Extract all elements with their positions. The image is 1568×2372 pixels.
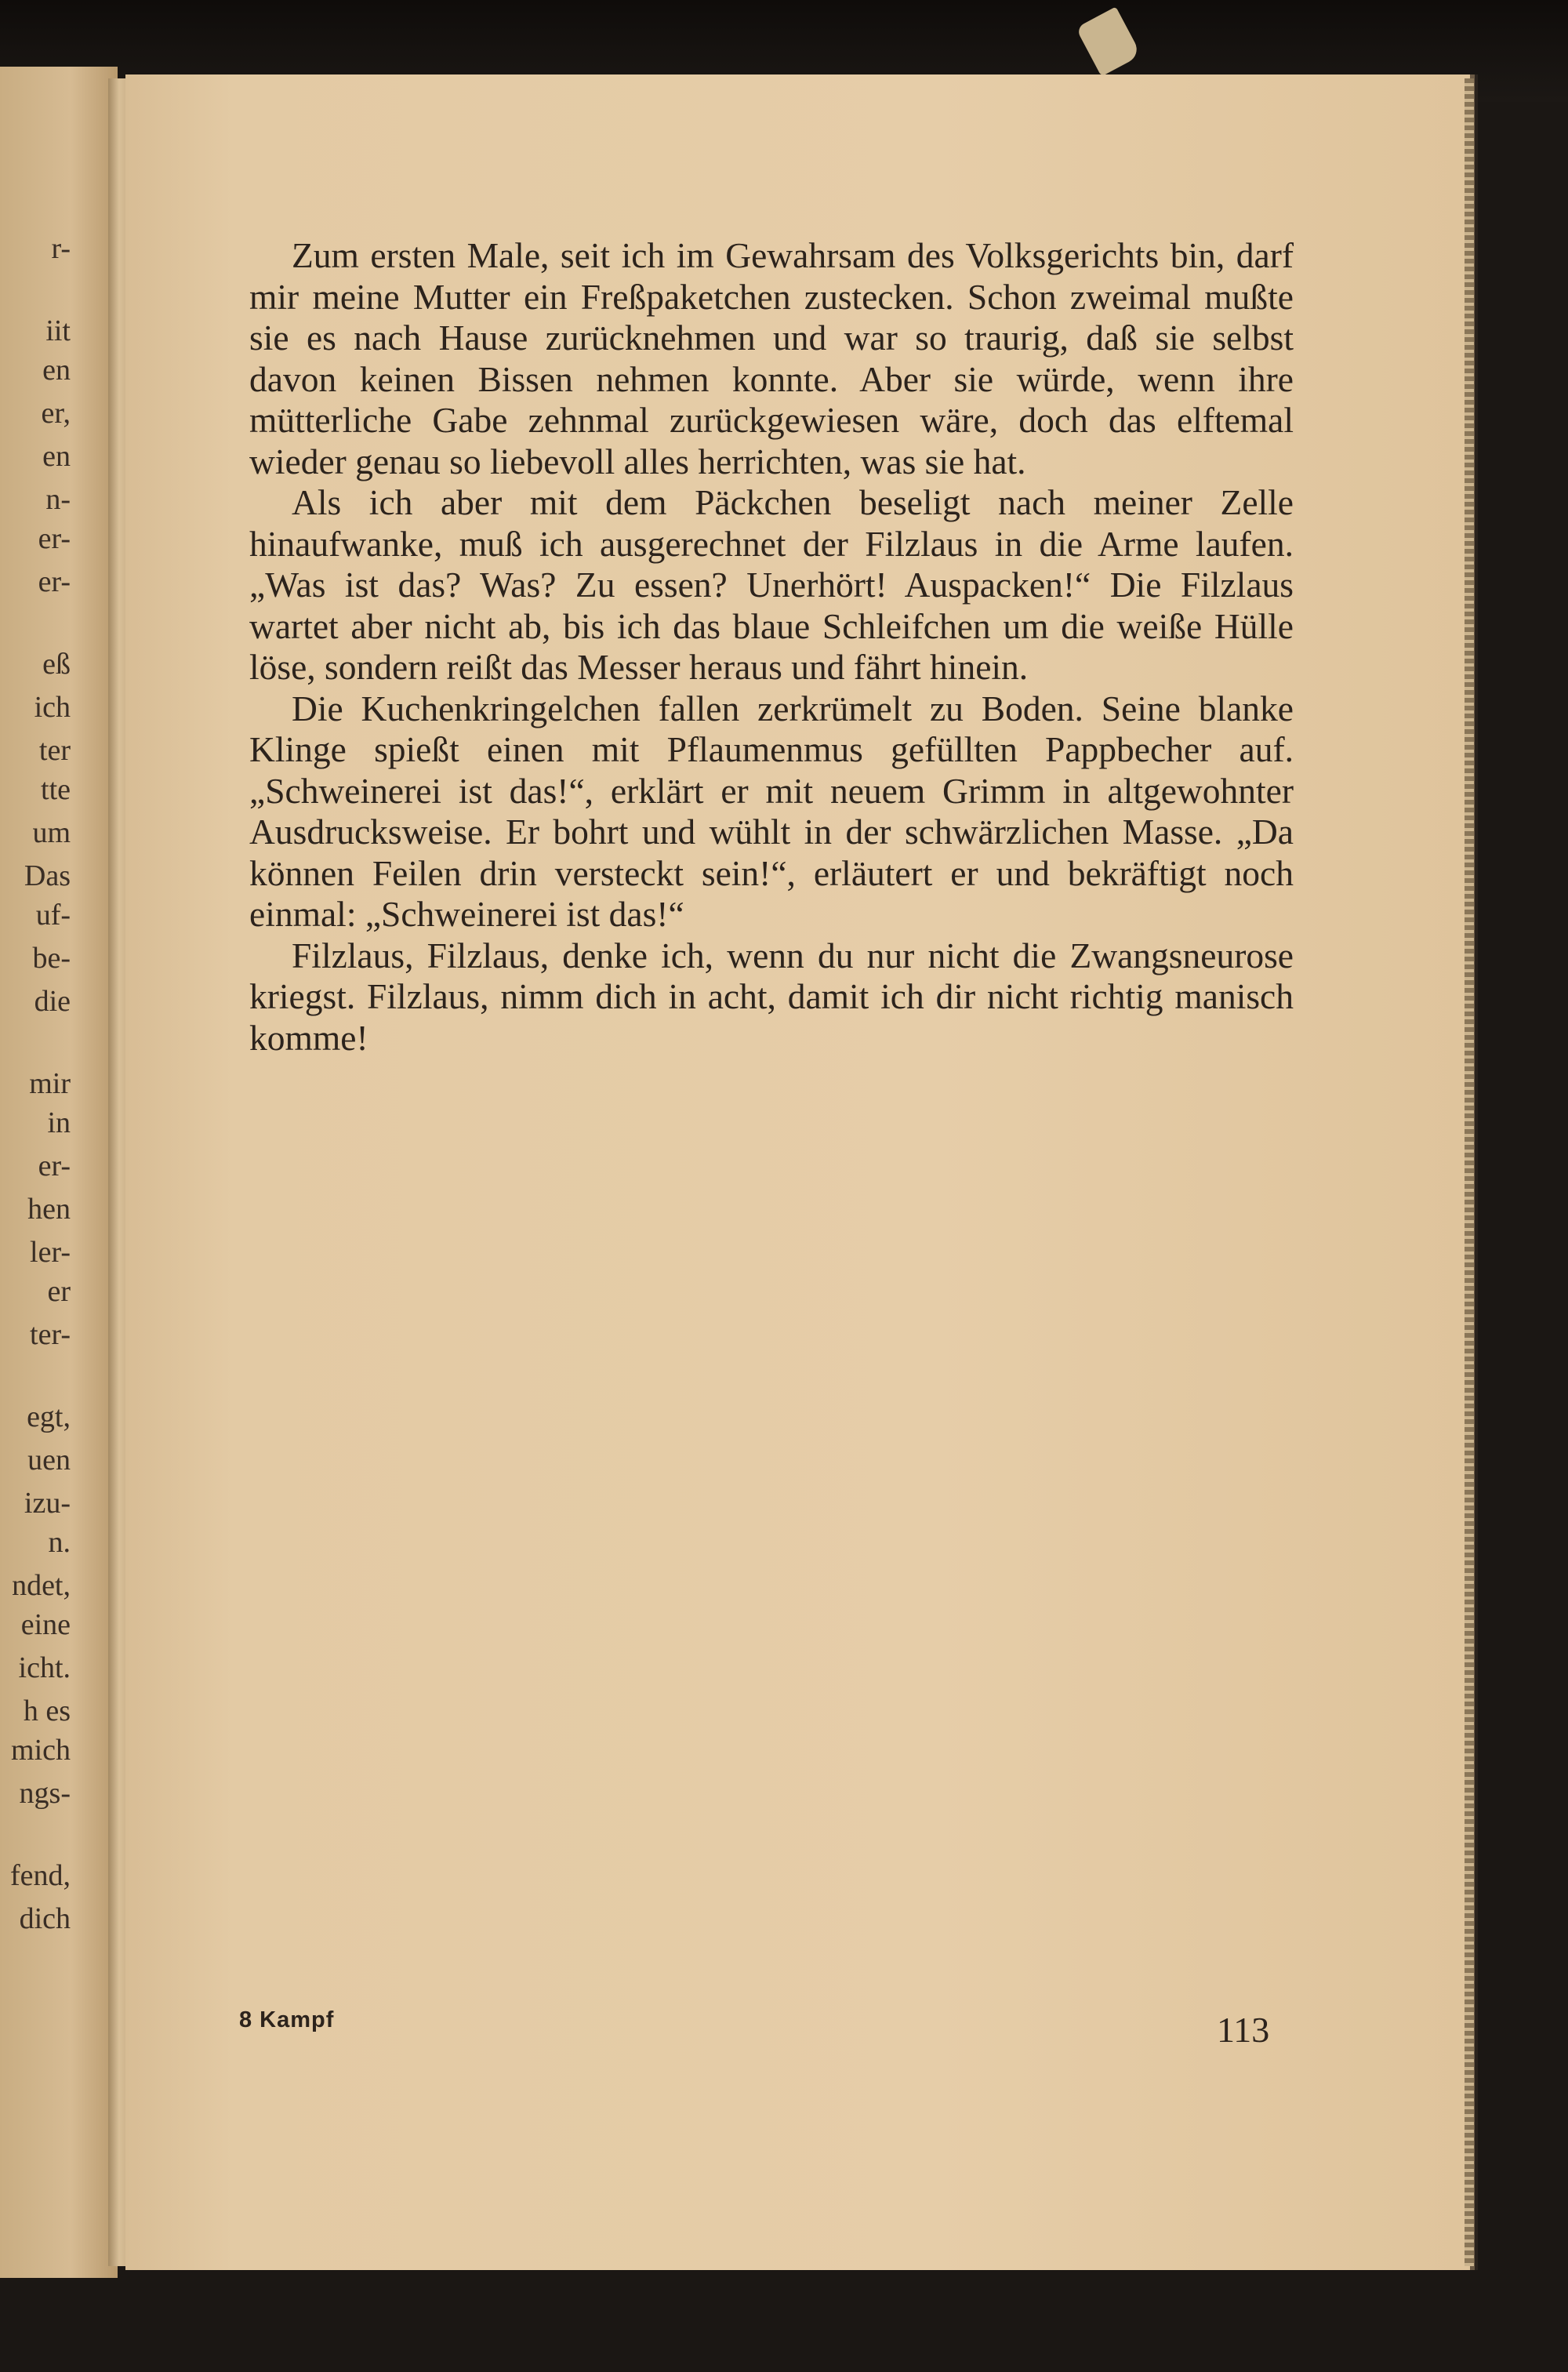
left-page-fragment: en — [42, 440, 71, 473]
left-page-fragment: icht. — [18, 1651, 71, 1684]
left-page-fragment: uen — [27, 1444, 71, 1477]
left-page-fragment: egt, — [27, 1400, 71, 1433]
left-page-fragment: ter- — [30, 1318, 71, 1351]
left-page-fragment: ndet, — [12, 1569, 71, 1602]
left-page-fragment: mich — [11, 1734, 71, 1767]
page-edge-stack — [1465, 78, 1474, 2266]
left-page-fragment: er, — [41, 397, 71, 430]
left-page-fragment: eine — [20, 1608, 71, 1641]
left-page-fragment: eß — [42, 648, 71, 681]
printer-signature: 8 Kampf — [239, 2007, 335, 2032]
left-page-fragment: be- — [32, 942, 71, 975]
left-page-fragment: hen — [27, 1193, 71, 1226]
left-page-fragment: dich — [19, 1902, 71, 1935]
left-page-fragment: er- — [38, 522, 71, 555]
left-page-fragment: en — [42, 354, 71, 387]
paragraph: Filzlaus, Filzlaus, denke ich, wenn du nur nicht die Zwangsneurose kriegst. Filzlaus, nimm dich in acht, damit ich dir nicht richtig manisch komme! — [249, 935, 1294, 1058]
page-number: 113 — [1217, 2010, 1270, 2050]
left-page-fragment: die — [34, 985, 71, 1018]
left-page-fragment: um — [32, 816, 71, 849]
left-page-fragment: r- — [51, 232, 71, 265]
left-page-fragment: n. — [48, 1526, 71, 1559]
left-page-edge — [0, 67, 118, 2278]
paragraph: Zum ersten Male, seit ich im Gewahrsam des Volksgerichts bin, darf mir meine Mutter ein Freßpaketchen zustecken. Schon zweimal mußte sie es nach Hause zurücknehmen und war so traurig, daß sie selbst davon keinen Bissen nehmen konnte. Aber sie würde, wenn ihre mütterliche Gabe zehnmal zurückgewiesen wäre, doch das elftemal wieder genau so liebevoll alles herrichten, was sie hat. — [249, 235, 1294, 481]
left-page-fragment: ler- — [30, 1236, 71, 1269]
left-page-fragment: ich — [34, 691, 71, 724]
left-page-fragment: er- — [38, 565, 71, 598]
left-page-fragment: uf- — [35, 899, 71, 932]
paragraph: Als ich aber mit dem Päckchen beseligt nach meiner Zelle hinaufwanke, muß ich ausgerechnet der Filzlaus in die Arme laufen. „Was ist das? Was? Zu essen? Unerhört! Auspacken!“ Die Filzlaus wartet aber nicht ab, bis ich das blaue Schleifchen um die weiße Hülle löse, sondern reißt das Messer heraus und fährt hinein. — [249, 482, 1294, 687]
left-page-fragment: izu- — [24, 1487, 71, 1520]
left-page-fragment: tte — [41, 773, 71, 806]
left-page-fragment: fend, — [9, 1859, 71, 1892]
left-page-fragment: ngs- — [19, 1777, 71, 1810]
left-page-fragment: er- — [38, 1150, 71, 1182]
left-page-fragment: Das — [24, 859, 71, 892]
left-page-fragment: ter — [38, 734, 71, 767]
left-page-fragment: h es — [23, 1695, 71, 1727]
page-body-text — [249, 235, 1294, 1059]
left-page-fragment: er — [47, 1275, 71, 1308]
left-page-fragment: iit — [45, 314, 71, 347]
left-page-fragment: mir — [29, 1067, 71, 1100]
left-page-fragment: in — [47, 1106, 71, 1139]
paragraph: Die Kuchenkringelchen fallen zerkrümelt zu Boden. Seine blanke Klinge spießt einen mit Pflaumenmus gefüllten Pappbecher auf. „Schweinerei ist das!“, erklärt er mit neuem Grimm in altgewohnter Ausdrucksweise. Er bohrt und wühlt in der schwärzlichen Masse. „Da können Feilen drin versteckt sein!“, erläutert er und bekräftigt noch einmal: „Schweinerei ist das!“ — [249, 688, 1294, 934]
left-page-fragment: n- — [45, 483, 71, 516]
